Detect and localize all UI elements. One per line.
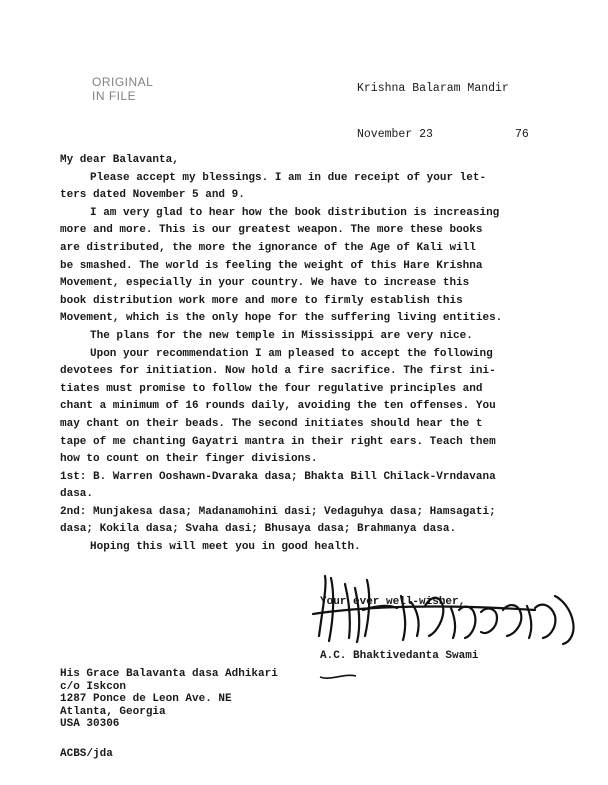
address-line: His Grace Balavanta dasa Adhikari [60, 668, 278, 680]
body-line: are distributed, the more the ignorance of the Age of Kali will [60, 241, 476, 254]
body-line: 1st: B. Warren Ooshawn-Dvaraka dasa; Bhakta Bill Chilack-Vrndavana [60, 470, 496, 483]
letter-year: 76 [515, 128, 529, 141]
address-line: USA 30306 [60, 718, 120, 730]
body-line: devotees for initiation. Now hold a fire sacrifice. The first ini- [60, 365, 496, 378]
body-line: book distribution work more and more to firmly establish this [60, 294, 463, 307]
body-line: how to count on their finger divisions. [60, 453, 318, 466]
body-line: Movement, especially in your country. We have to increase this [60, 277, 470, 290]
signature-name: A.C. Bhaktivedanta Swami [320, 650, 479, 662]
address-line: c/o Iskcon [60, 680, 127, 693]
body-line: more and more. This is our greatest weapon. The more these books [60, 224, 483, 237]
address-line: Atlanta, Georgia [60, 705, 166, 718]
salutation: My dear Balavanta, [60, 154, 179, 166]
letter-date: November 23 [357, 128, 433, 141]
letter-body [60, 152, 580, 557]
address-tail-mark [318, 672, 358, 682]
body-line: dasa. [60, 488, 94, 501]
body-line: I am very glad to hear how the book distribution is increasing [90, 206, 500, 219]
body-line: dasa; Kokila dasa; Svaha dasi; Bhusaya dasa; Brahmanya dasa. [60, 523, 457, 536]
reference-initials: ACBS/jda [60, 748, 113, 760]
stamp-line-1: ORIGINAL [92, 75, 154, 89]
body-line: may chant on their beads. The second initiates should hear the t [60, 417, 483, 430]
body-line: 2nd: Munjakesa dasa; Madanamohini dasi; Vedaguhya dasa; Hamsagati; [60, 505, 496, 518]
body-line: ters dated November 5 and 9. [60, 189, 245, 202]
stamp-line-2: IN FILE [92, 89, 137, 103]
body-line: Hoping this will meet you in good health. [90, 541, 361, 554]
body-line: be smashed. The world is feeling the weight of this Hare Krishna [60, 259, 483, 272]
address-line: 1287 Ponce de Leon Ave. NE [60, 693, 232, 705]
closing-phrase: Your ever well-wisher, [320, 596, 466, 608]
body-line: chant a minimum of 16 rounds daily, avoiding the ten offenses. You [60, 400, 496, 413]
body-paragraphs [60, 170, 580, 557]
handwritten-signature [305, 566, 585, 656]
body-line: Please accept my blessings. I am in due receipt of your let- [90, 171, 487, 184]
letterhead-place: Krishna Balaram Mandir [357, 82, 509, 95]
body-line: The plans for the new temple in Mississippi are very nice. [90, 329, 473, 342]
body-line: tape of me chanting Gayatri mantra in their right ears. Teach them [60, 435, 496, 448]
original-in-file-stamp [92, 75, 153, 103]
recipient-address [60, 668, 278, 731]
body-line: tiates must promise to follow the four regulative principles and [60, 382, 483, 395]
body-line: Movement, which is the only hope for the suffering living entities. [60, 312, 503, 325]
body-line: Upon your recommendation I am pleased to accept the following [90, 347, 493, 360]
